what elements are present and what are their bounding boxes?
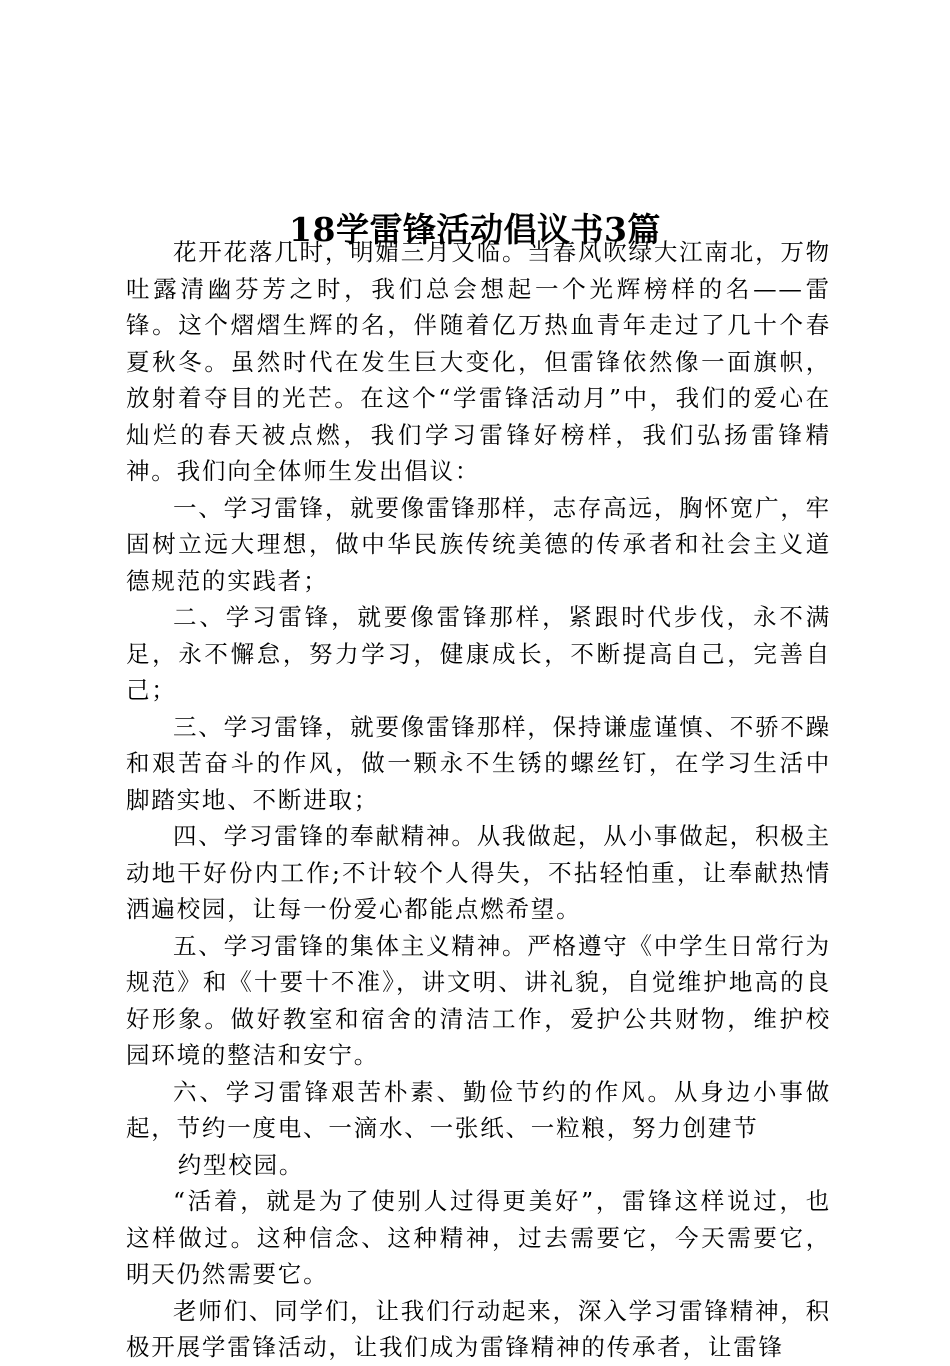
paragraph-quote: “活着，就是为了使别人过得更美好”，雷锋这样说过，也这样做过。这种信念、这种精神，过去需要它，今天需要它，明天仍然需要它。: [126, 1187, 831, 1288]
paragraph-item-1: 一、学习雷锋，就要像雷锋那样，志存高远，胸怀宽广，牢固树立远大理想，做中华民族传统美德的传承者和社会主义道德规范的实践者；: [126, 493, 831, 595]
paragraph-item-4: 四、学习雷锋的奉献精神。从我做起，从小事做起，积极主动地干好份内工作;不计较个人得失，不拈轻怕重，让奉献热情洒遍校园，让每一份爱心都能点燃希望。: [126, 822, 831, 923]
paragraph-closing: 老师们、同学们，让我们行动起来，深入学习雷锋精神，积极开展学雷锋活动，让我们成为雷锋精神的传承者，让雷锋: [126, 1296, 831, 1361]
paragraph-item-5: 五、学习雷锋的集体主义精神。严格遵守《中学生日常行为规范》和《十要十不准》，讲文明、讲礼貌，自觉维护地高的良好形象。做好教室和宿舍的清洁工作，爱护公共财物，维护校园环境的整洁和安宁。: [126, 931, 831, 1069]
paragraph-item-2: 二、学习雷锋，就要像雷锋那样，紧跟时代步伐，永不满足，永不懈怠，努力学习，健康成长，不断提高自己，完善自己；: [126, 603, 831, 704]
paragraph-item-3: 三、学习雷锋，就要像雷锋那样，保持谦虚谨慎、不骄不躁和艰苦奋斗的作风，做一颗永不生锈的螺丝钉，在学习生活中脚踏实地、不断进取；: [126, 712, 831, 814]
paragraph-item-6-continued: 约型校园。: [177, 1150, 305, 1179]
paragraph-intro: 花开花落几时，明媚三月又临。当春风吹绿大江南北，万物吐露清幽芬芳之时，我们总会想起一个光辉榜样的名——雷锋。这个熠熠生辉的名，伴随着亿万热血青年走过了几十个春夏秋冬。虽然时代在发生巨大变化，但雷锋依然像一面旗帜，放射着夺目的光芒。在这个“学雷锋活动月”中，我们的爱心在灿烂的春天被点燃，我们学习雷锋好榜样，我们弘扬雷锋精神。我们向全体师生发出倡议：: [126, 238, 831, 485]
paragraph-item-6: 六、学习雷锋艰苦朴素、勤俭节约的作风。从身边小事做起，节约一度电、一滴水、一张纸、一粒粮，努力创建节: [126, 1077, 831, 1142]
document-body: [126, 234, 831, 1366]
document-title: 18学雷锋活动倡议书3篇: [289, 210, 661, 250]
